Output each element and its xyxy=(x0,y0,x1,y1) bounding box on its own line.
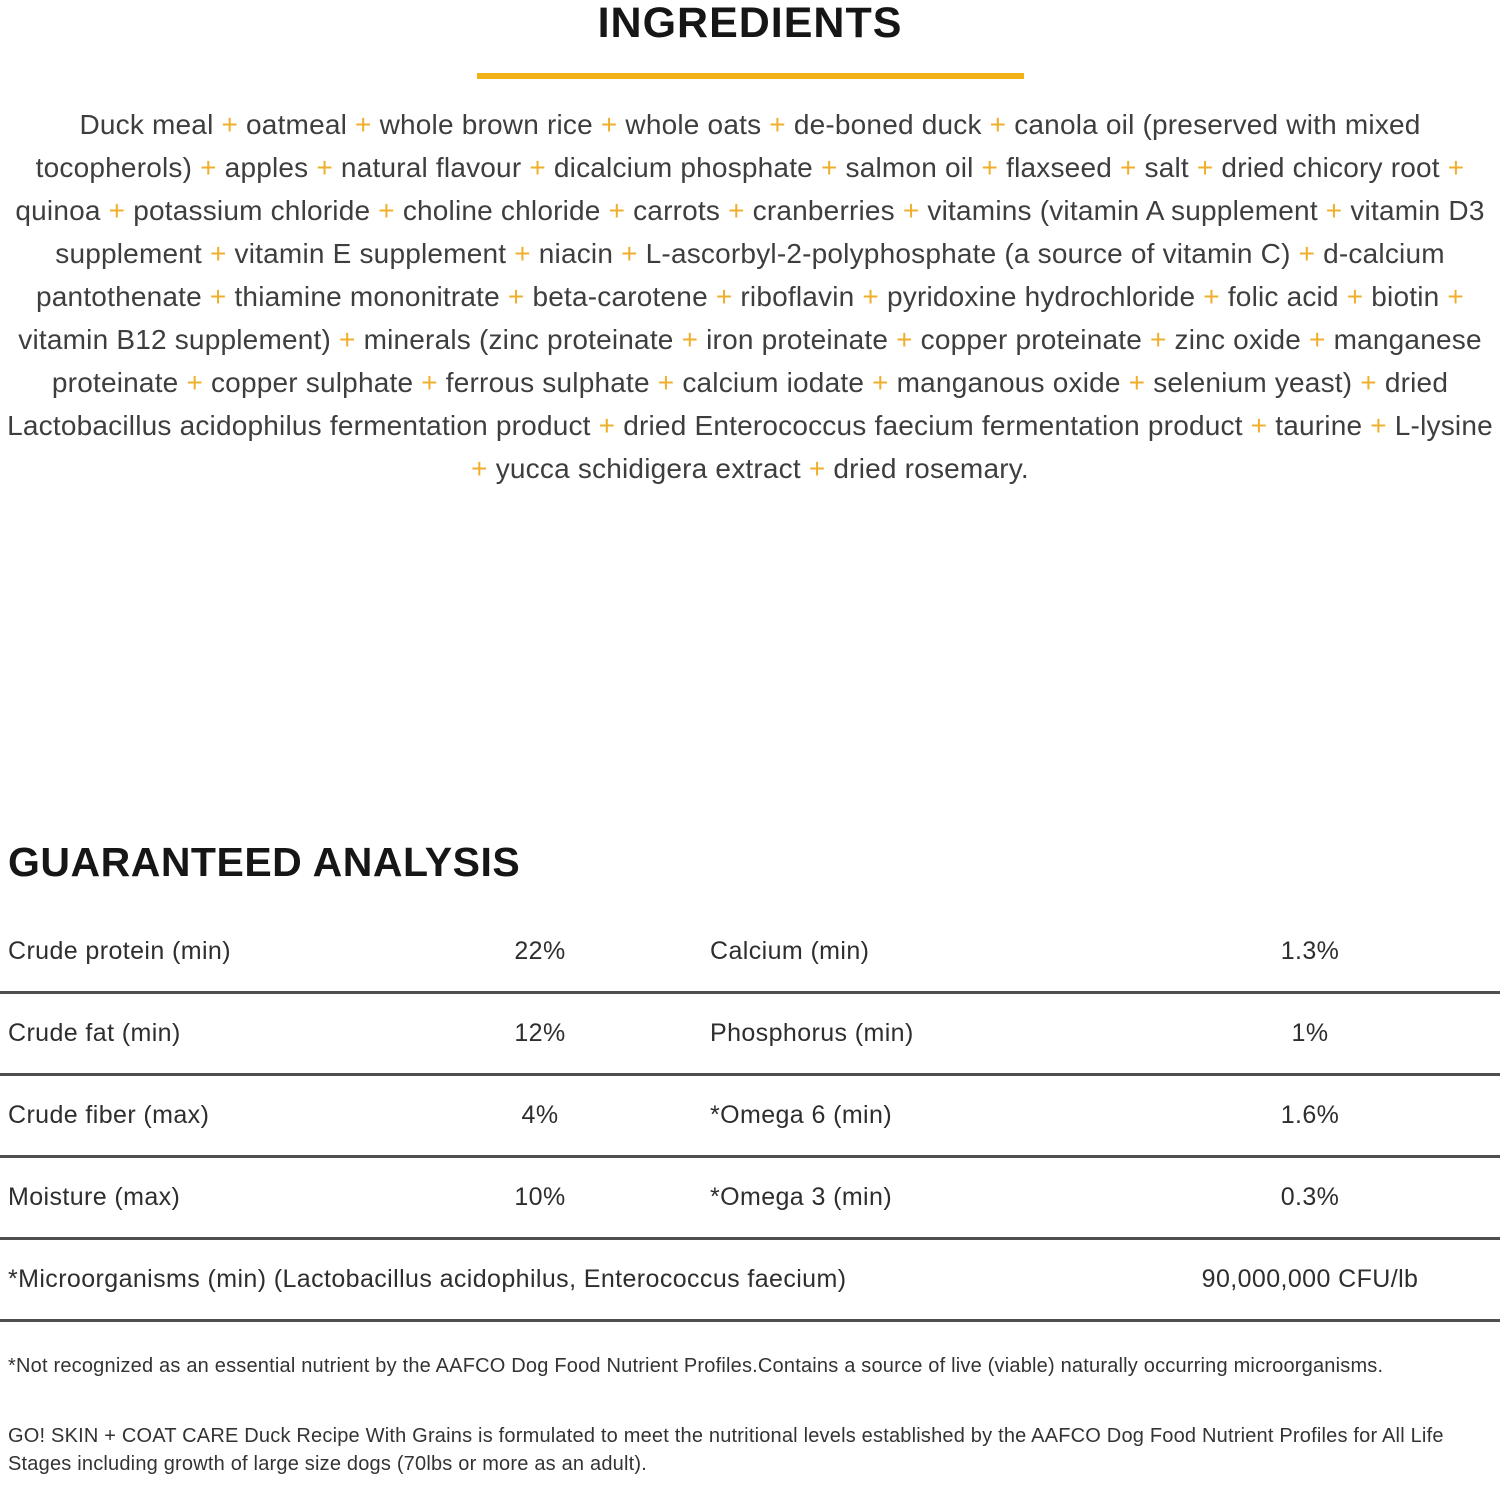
ingredient-item: dicalcium phosphate xyxy=(553,152,813,183)
plus-separator-icon: + xyxy=(608,195,626,226)
ingredient-item: niacin xyxy=(538,238,614,269)
plus-separator-icon: + xyxy=(355,109,372,140)
plus-separator-icon: + xyxy=(598,410,616,441)
nutrient-label: Crude fat (min) xyxy=(8,1019,181,1047)
ingredient-item: folic acid xyxy=(1227,281,1339,312)
guaranteed-analysis-table xyxy=(0,912,1500,1322)
plus-separator-icon: + xyxy=(1309,324,1326,355)
gold-divider-rule xyxy=(477,73,1024,79)
nutrient-label: Crude protein (min) xyxy=(8,937,231,965)
ingredient-item: flaxseed xyxy=(1006,152,1112,183)
ingredient-item: taurine xyxy=(1275,410,1363,441)
ingredient-item: oatmeal xyxy=(246,109,348,140)
ingredient-item: vitamin B12 supplement) xyxy=(18,324,332,355)
plus-separator-icon: + xyxy=(621,238,638,269)
ingredient-item: manganese proteinate xyxy=(51,324,1482,398)
plus-separator-icon: + xyxy=(1196,152,1214,183)
ingredient-item: de-boned duck xyxy=(793,109,982,140)
formulation-statement: GO! SKIN + COAT CARE Duck Recipe With Grains is formulated to meet the nutritional levels established by the AAFCO Dog Food Nutrient Profiles for All Life Stages including growth of large size dogs (70lbs or more as an adult). xyxy=(8,1425,1444,1475)
analysis-row-microorganisms xyxy=(0,1240,1500,1322)
ingredient-item: minerals (zinc proteinate xyxy=(363,324,674,355)
plus-separator-icon: + xyxy=(471,453,488,484)
ingredient-item: dried Lactobacillus acidophilus fermentation product xyxy=(7,367,1449,441)
nutrient-value: 1.6% xyxy=(1280,1101,1340,1129)
plus-separator-icon: + xyxy=(808,453,826,484)
plus-separator-icon: + xyxy=(339,324,356,355)
ingredient-item: cranberries xyxy=(752,195,895,226)
nutrient-value: 22% xyxy=(514,937,566,965)
ingredient-item: apples xyxy=(224,152,309,183)
ingredient-item: Duck meal xyxy=(79,109,214,140)
plus-separator-icon: + xyxy=(1447,281,1464,312)
plus-separator-icon: + xyxy=(1360,367,1377,398)
ingredient-item: vitamins (vitamin A supplement xyxy=(927,195,1318,226)
plus-separator-icon: + xyxy=(1119,152,1137,183)
nutrient-label: Calcium (min) xyxy=(710,937,870,965)
ingredient-item: copper sulphate xyxy=(210,367,414,398)
ingredient-item: selenium yeast) xyxy=(1153,367,1353,398)
plus-separator-icon: + xyxy=(210,238,227,269)
plus-separator-icon: + xyxy=(507,281,525,312)
ingredient-item: choline chloride xyxy=(402,195,601,226)
ingredient-item: whole oats xyxy=(625,109,762,140)
ingredient-item: calcium iodate xyxy=(682,367,865,398)
nutrient-label: Moisture (max) xyxy=(8,1183,181,1211)
ingredient-item: iron proteinate xyxy=(706,324,889,355)
plus-separator-icon: + xyxy=(902,195,920,226)
ingredient-item: carrots xyxy=(633,195,721,226)
ingredient-item: dried Enterococcus faecium fermentation product xyxy=(623,410,1243,441)
ingredient-item: manganous oxide xyxy=(896,367,1121,398)
nutrient-label: *Microorganisms (min) (Lactobacillus acidophilus, Enterococcus faecium) xyxy=(8,1265,847,1293)
plus-separator-icon: + xyxy=(1370,410,1387,441)
ingredient-item: quinoa xyxy=(15,195,101,226)
nutrient-value: 4% xyxy=(521,1101,559,1129)
guaranteed-analysis-heading: GUARANTEED ANALYSIS xyxy=(8,839,521,885)
nutrient-value: 90,000,000 CFU/lb xyxy=(1201,1265,1419,1293)
plus-separator-icon: + xyxy=(600,109,618,140)
ingredient-item: L-ascorbyl-2-polyphosphate (a source of vitamin C) xyxy=(645,238,1291,269)
nutrient-value: 10% xyxy=(514,1183,566,1211)
plus-separator-icon: + xyxy=(769,109,786,140)
ingredient-item: vitamin E supplement xyxy=(234,238,507,269)
nutrient-value: 1% xyxy=(1291,1019,1329,1047)
plus-separator-icon: + xyxy=(820,152,838,183)
ingredient-item: ferrous sulphate xyxy=(445,367,650,398)
ingredient-item: dried chicory root xyxy=(1221,152,1440,183)
plus-separator-icon: + xyxy=(989,109,1007,140)
plus-separator-icon: + xyxy=(872,367,889,398)
ingredient-item: yucca schidigera extract xyxy=(495,453,801,484)
ingredients-paragraph xyxy=(4,103,1496,490)
plus-separator-icon: + xyxy=(378,195,395,226)
ingredient-item: pyridoxine hydrochloride xyxy=(886,281,1196,312)
analysis-row-moisture-omega3 xyxy=(0,1158,1500,1240)
plus-separator-icon: + xyxy=(108,195,126,226)
ingredient-item: thiamine mononitrate xyxy=(234,281,500,312)
plus-separator-icon: + xyxy=(1325,195,1343,226)
nutrient-value: 0.3% xyxy=(1280,1183,1340,1211)
plus-separator-icon: + xyxy=(1447,152,1465,183)
plus-separator-icon: + xyxy=(1150,324,1167,355)
plus-separator-icon: + xyxy=(209,281,227,312)
plus-separator-icon: + xyxy=(1203,281,1220,312)
plus-separator-icon: + xyxy=(1298,238,1316,269)
nutrient-label: *Omega 3 (min) xyxy=(710,1183,893,1211)
plus-separator-icon: + xyxy=(728,195,745,226)
plus-separator-icon: + xyxy=(200,152,217,183)
ingredient-item: L-lysine xyxy=(1394,410,1493,441)
ingredient-item: whole brown rice xyxy=(379,109,593,140)
ingredient-item: salt xyxy=(1144,152,1189,183)
plus-separator-icon: + xyxy=(896,324,913,355)
plus-separator-icon: + xyxy=(1128,367,1146,398)
plus-separator-icon: + xyxy=(862,281,879,312)
analysis-row-fiber-omega6 xyxy=(0,1076,1500,1158)
nutrient-label: Phosphorus (min) xyxy=(710,1019,914,1047)
ingredient-item: zinc oxide xyxy=(1174,324,1302,355)
plus-separator-icon: + xyxy=(657,367,675,398)
plus-separator-icon: + xyxy=(221,109,239,140)
plus-separator-icon: + xyxy=(1346,281,1364,312)
plus-separator-icon: + xyxy=(529,152,546,183)
aafco-footnote: *Not recognized as an essential nutrient by the AAFCO Dog Food Nutrient Profiles.Contains a source of live (viable) naturally occurring microorganisms. xyxy=(8,1355,1384,1377)
ingredient-item: copper proteinate xyxy=(920,324,1143,355)
nutrient-label: *Omega 6 (min) xyxy=(710,1101,893,1129)
ingredient-item: biotin xyxy=(1371,281,1440,312)
ingredient-item: vitamin D3 supplement xyxy=(55,195,1485,269)
plus-separator-icon: + xyxy=(981,152,999,183)
plus-separator-icon: + xyxy=(316,152,333,183)
analysis-row-protein-calcium xyxy=(0,912,1500,994)
ingredient-item: potassium chloride xyxy=(133,195,371,226)
analysis-row-fat-phosphorus xyxy=(0,994,1500,1076)
plus-separator-icon: + xyxy=(421,367,438,398)
nutrient-label: Crude fiber (max) xyxy=(8,1101,210,1129)
plus-separator-icon: + xyxy=(681,324,699,355)
plus-separator-icon: + xyxy=(1250,410,1268,441)
ingredient-item: dried rosemary. xyxy=(833,453,1029,484)
plus-separator-icon: + xyxy=(514,238,531,269)
ingredient-item: d-calcium pantothenate xyxy=(36,238,1445,312)
ingredients-heading: INGREDIENTS xyxy=(597,0,903,47)
plus-separator-icon: + xyxy=(186,367,203,398)
ingredient-item: salmon oil xyxy=(845,152,974,183)
ingredient-item: riboflavin xyxy=(740,281,855,312)
ingredient-item: natural flavour xyxy=(340,152,522,183)
plus-separator-icon: + xyxy=(715,281,733,312)
nutrient-value: 12% xyxy=(514,1019,566,1047)
ingredient-item: beta-carotene xyxy=(532,281,708,312)
nutrient-value: 1.3% xyxy=(1280,937,1340,965)
ingredient-item: canola oil (preserved with mixed tocopherols) xyxy=(35,109,1421,183)
